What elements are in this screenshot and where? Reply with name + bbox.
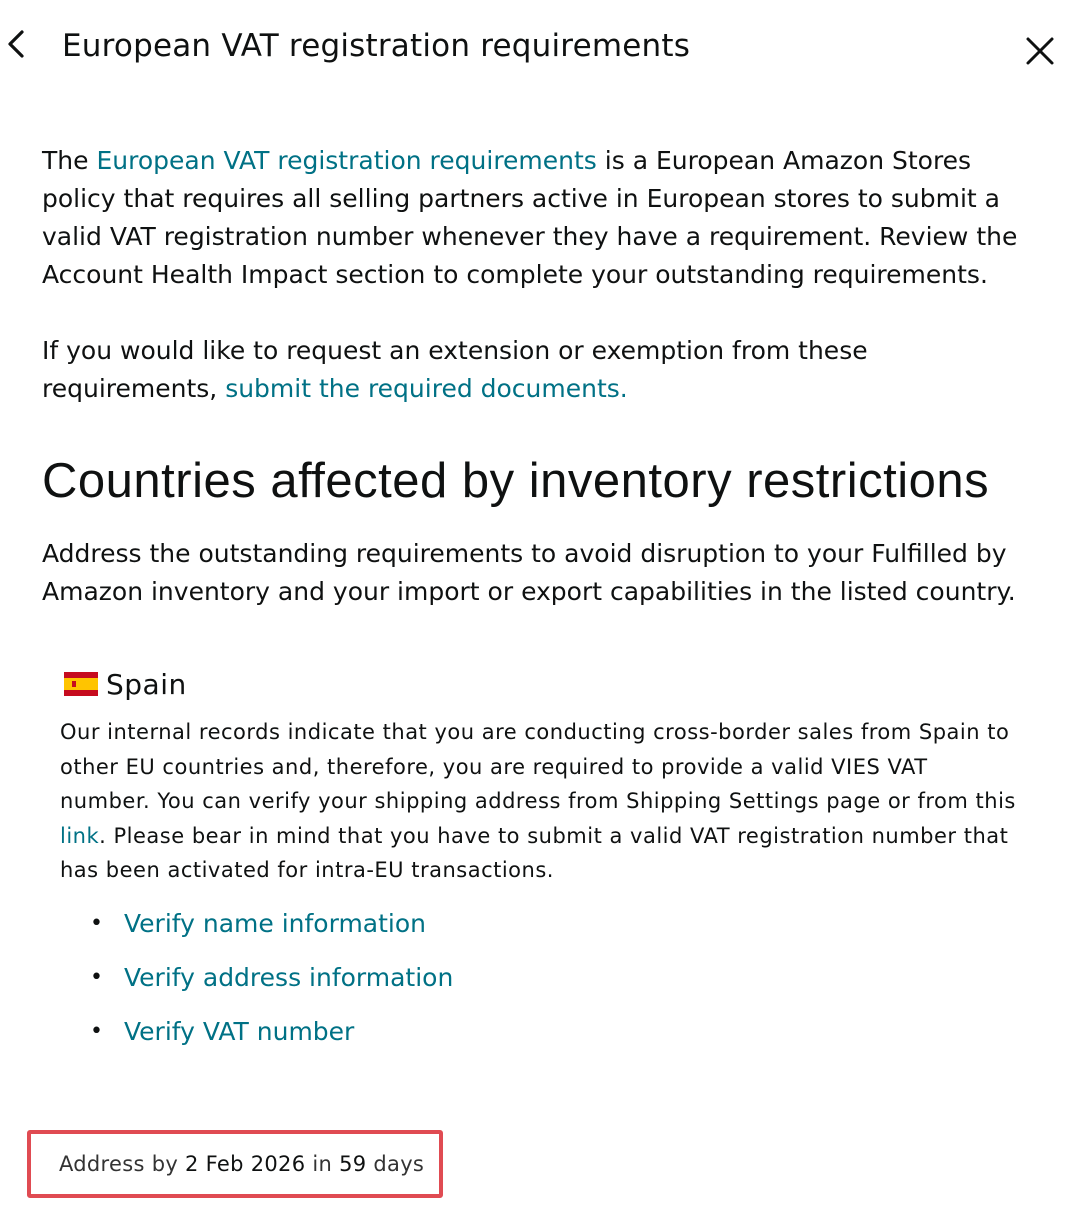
header xyxy=(0,0,1080,100)
bullet: • xyxy=(90,910,103,936)
action-list xyxy=(60,898,1020,1060)
country-card xyxy=(60,663,1020,1060)
page-title: European VAT registration requirements xyxy=(62,28,691,64)
intro-paragraph xyxy=(42,142,1032,294)
verify-name-link[interactable]: Verify name information xyxy=(124,908,427,938)
country-name: Spain xyxy=(106,667,187,701)
country-records-text xyxy=(60,715,1020,888)
bullet: • xyxy=(90,1018,103,1044)
intro-text-prefix: The xyxy=(42,146,97,175)
chevron-left-icon xyxy=(2,26,32,66)
close-button[interactable] xyxy=(1022,33,1058,69)
extension-text: If you would like to request an extension or exemption from these requirements, xyxy=(42,336,868,403)
deadline-suffix: days xyxy=(366,1152,425,1176)
deadline-middle: in xyxy=(305,1152,340,1176)
deadline-prefix: Address by xyxy=(59,1152,186,1176)
deadline-date: 2 Feb 2026 xyxy=(185,1152,306,1176)
close-icon xyxy=(1022,33,1058,69)
records-text-suffix: . Please bear in mind that you have to submit a valid VAT registration number that has been activated for intra-EU transactions. xyxy=(60,823,1009,882)
shipping-link[interactable]: link xyxy=(60,823,100,848)
main-content xyxy=(42,142,1032,1060)
intro-text-suffix: is a European Amazon Stores policy that requires all selling partners active in European stores to submit a valid VAT registration number whenever they have a requirement. Review the Account Health Impact section to complete your outstanding requirements. xyxy=(42,146,1018,289)
section-description: Address the outstanding requirements to avoid disruption to your Fulfilled by Amazon inventory and your import or export capabilities in the listed country. xyxy=(42,539,1016,606)
action-item xyxy=(60,1006,1020,1060)
deadline-days: 59 xyxy=(339,1152,367,1176)
spain-flag-icon xyxy=(64,672,98,696)
verify-vat-link[interactable]: Verify VAT number xyxy=(124,1016,355,1046)
verify-address-link[interactable]: Verify address information xyxy=(124,962,454,992)
bullet: • xyxy=(90,964,103,990)
action-item xyxy=(60,898,1020,952)
extension-paragraph xyxy=(42,332,1032,408)
section-title: Countries affected by inventory restrictions xyxy=(42,454,990,508)
deadline-text xyxy=(59,1152,424,1176)
submit-documents-link[interactable]: submit the required documents. xyxy=(225,374,628,403)
vat-requirements-link[interactable]: European VAT registration requirements xyxy=(96,146,597,175)
action-item xyxy=(60,952,1020,1006)
country-header xyxy=(60,663,1020,705)
deadline-highlight xyxy=(27,1130,443,1198)
records-text-prefix: Our internal records indicate that you are conducting cross-border sales from Spain to other EU countries and, therefore, you are required to provide a valid VIES VAT number. You can verify your shipping address from Shipping Settings page or from this xyxy=(60,720,1016,813)
back-button[interactable] xyxy=(2,26,32,66)
